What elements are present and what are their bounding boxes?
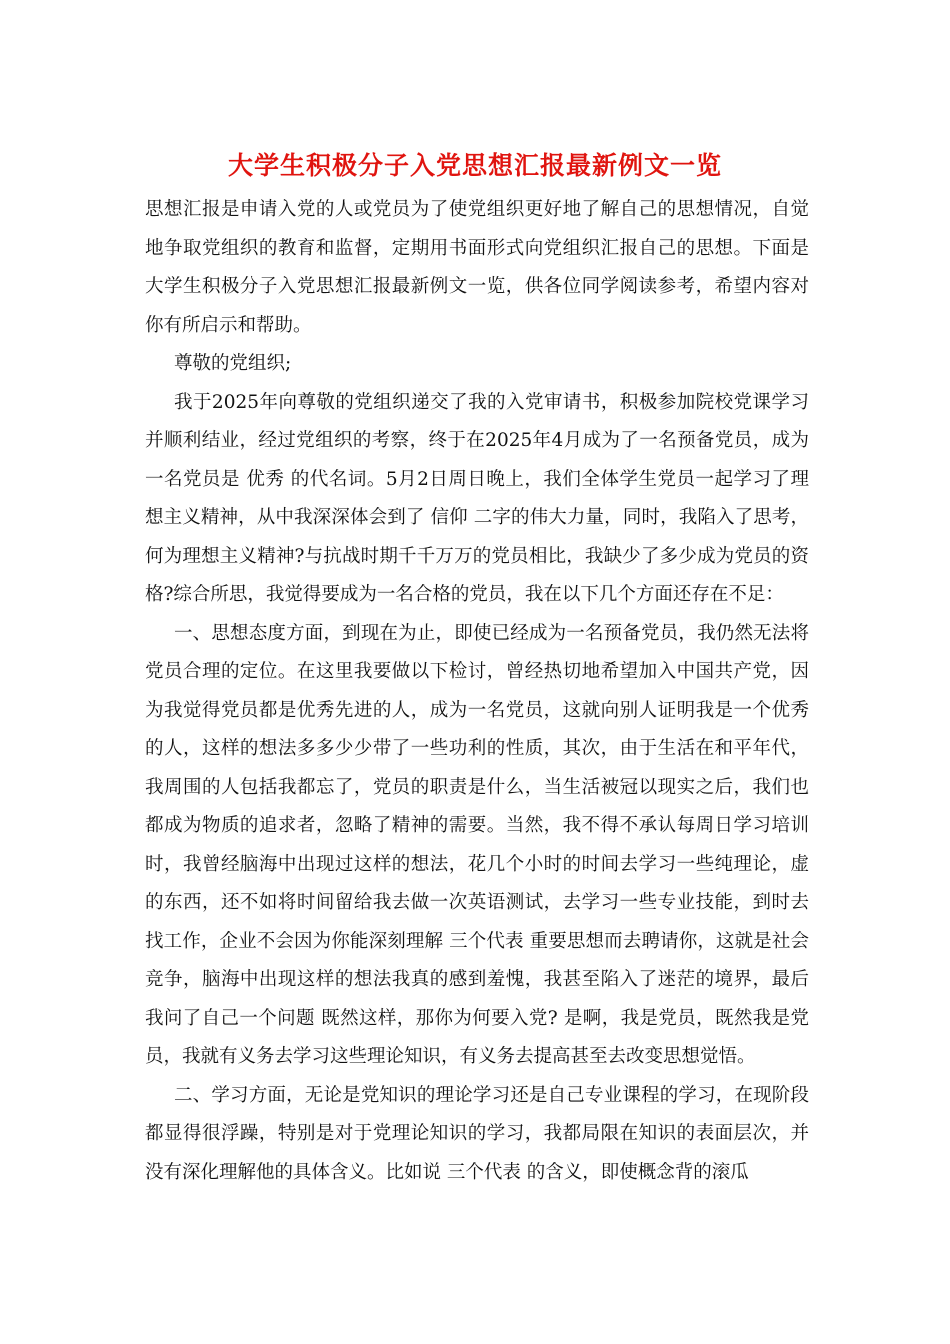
body-paragraph: 我于2025年向尊敬的党组织递交了我的入党审请书，积极参加院校党课学习并顺利结业，经过党组织的考察，终于在2025年4月成为了一名预备党员，成为一名党员是 优秀 的代名词。5月2日周日晚上，我们全体学生党员一起学习了理想主义精神，从中我深深体会到了 信仰 二字的伟大力量，同时，我陷入了思考，何为理想主义精神?与抗战时期千千万万的党员相比，我缺少了多少成为党员的资格?综合所思，我觉得要成为一名合格的党员，我在以下几个方面还存在不足： [145,391,809,605]
document-body [145,191,809,1192]
document-title: 大学生积极分子入党思想汇报最新例文一览 [227,151,722,180]
salutation: 尊敬的党组织; [174,353,292,374]
body-paragraph: 一、思想态度方面，到现在为止，即使已经成为一名预备党员，我仍然无法将党员合理的定位。在这里我要做以下检讨，曾经热切地希望加入中国共产党，因为我觉得党员都是优秀先进的人，成为一名党员，这就向别人证明我是一个优秀的人，这样的想法多多少少带了一些功利的性质，其次，由于生活在和平年代，我周围的人包括我都忘了，党员的职责是什么，当生活被冠以现实之后，我们也都成为物质的追求者，忽略了精神的需要。当然，我不得不承认每周日学习培训时，我曾经脑海中出现过这样的想法，花几个小时的时间去学习一些纯理论，虚的东西，还不如将时间留给我去做一次英语测试，去学习一些专业技能，到时去找工作，企业不会因为你能深刻理解 三个代表 重要思想而去聘请你，这就是社会竞争，脑海中出现这样的想法我真的感到羞愧，我甚至陷入了迷茫的境界，最后我问了自己一个问题 既然这样，那你为何要入党? 是啊，我是党员，既然我是党员，我就有义务去学习这些理论知识，有义务去提高甚至去改变思想觉悟。 [145,622,809,1067]
intro-paragraph: 思想汇报是申请入党的人或党员为了使党组织更好地了解自己的思想情况，自觉地争取党组织的教育和监督，定期用书面形式向党组织汇报自己的思想。下面是大学生积极分子入党思想汇报最新例文一览，供各位同学阅读参考，希望内容对你有所启示和帮助。 [145,199,809,336]
body-paragraph: 二、学习方面，无论是党知识的理论学习还是自己专业课程的学习，在现阶段都显得很浮躁，特别是对于党理论知识的学习，我都局限在知识的表面层次，并没有深化理解他的具体含义。比如说 三个代表 的含义，即使概念背的滚瓜 [145,1084,809,1183]
